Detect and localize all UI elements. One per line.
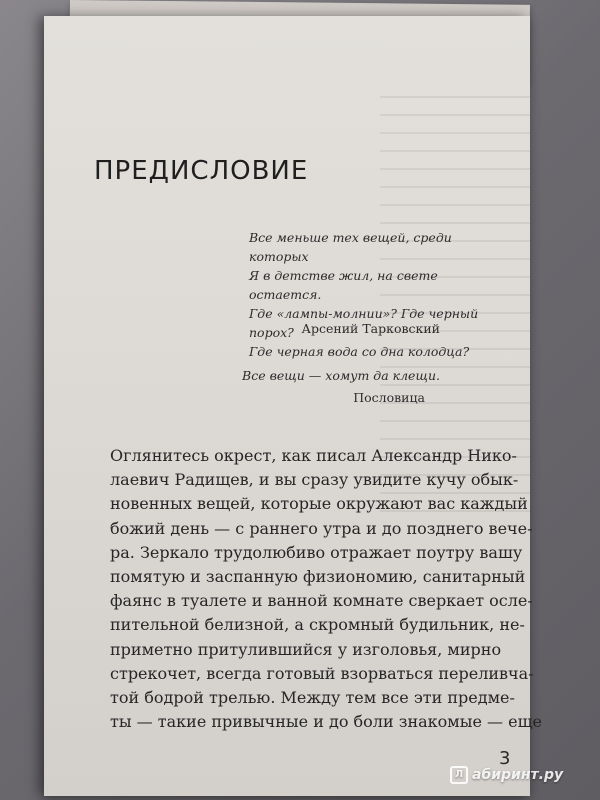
body-line: Оглянитесь окрест, как писал Александр Нико-: [110, 446, 517, 465]
epigraph-author: Арсений Тарковский: [301, 321, 440, 336]
epigraph-line: Я в детстве жил, на свете остается.: [249, 268, 438, 302]
body-line: ты — такие привычные и до боли знакомые — еще: [110, 712, 542, 732]
body-line: пительной белизной, а скромный будильник, не-: [110, 615, 525, 635]
watermark-badge: Л: [450, 766, 468, 784]
proverb-text: Все вещи — хомут да клещи.: [242, 368, 440, 383]
body-line: лаевич Радищев, и вы сразу увидите кучу обык-: [110, 470, 519, 490]
body-line: божий день — с раннего утра и до позднего вече-: [110, 518, 533, 538]
body-line: помятую и заспанную физиономию, санитарный: [110, 567, 526, 587]
site-watermark: [450, 766, 563, 784]
epigraph-line: Где черная вода со дна колодца?: [249, 344, 470, 359]
body-line: приметно притулившийся у изголовья, мирно: [110, 639, 502, 659]
body-paragraph: [110, 444, 542, 734]
epigraph-line: Где «лампы-молнии»? Где черный порох?: [249, 306, 479, 340]
book-page: [44, 16, 542, 796]
body-line: стрекочет, всегда готовый взорваться переливча-: [110, 663, 534, 683]
epigraph: [249, 228, 487, 361]
watermark-text: абиринт.ру: [472, 767, 564, 783]
body-line: ра. Зеркало трудолюбиво отражает поутру вашу: [110, 542, 523, 562]
page-number: 3: [499, 748, 511, 769]
page-title: ПРЕДИСЛОВИЕ: [94, 156, 309, 186]
body-line: той бодрой трелью. Между тем все эти предме-: [110, 688, 515, 708]
body-line: фаянс в туалете и ванной комнате сверкает осле-: [110, 591, 533, 611]
epigraph-line: Все меньше тех вещей, среди которых: [249, 230, 452, 264]
body-line: новенных вещей, которые окружают вас каждый: [110, 494, 528, 514]
proverb-source: Пословица: [353, 390, 425, 405]
